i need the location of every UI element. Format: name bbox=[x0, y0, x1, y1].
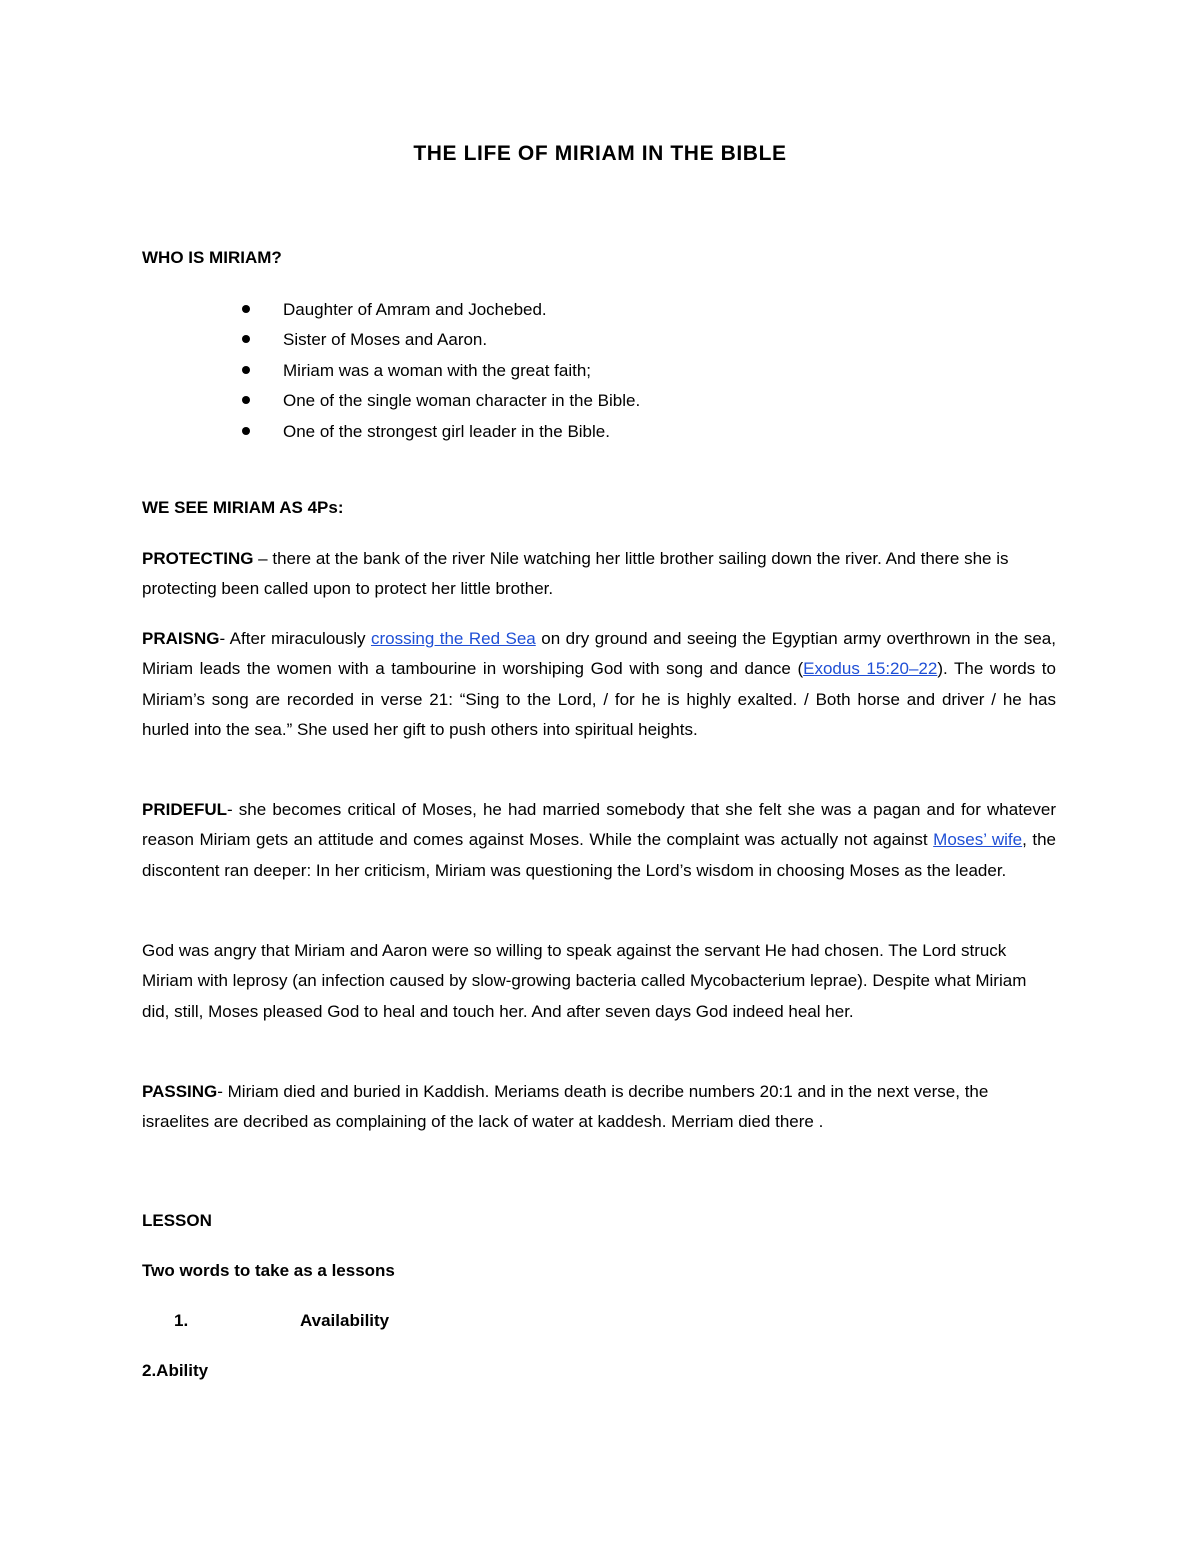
bullet-icon bbox=[242, 366, 250, 374]
lesson-item-1-text: Availability bbox=[300, 1311, 390, 1330]
lesson-heading: LESSON bbox=[142, 1211, 212, 1230]
list-item: Sister of Moses and Aaron. bbox=[242, 328, 640, 358]
exodus-link[interactable]: Exodus 15:20–22 bbox=[803, 659, 938, 679]
list-item: One of the single woman character in the Bible. bbox=[242, 389, 640, 419]
praising-paragraph: PRAISNG- After miraculously crossing the Red Sea on dry ground and seeing the Egyptian army overthrown in the sea, Miriam leads the women with a tambourine in worshiping God with song and dance (Exodus 15:20–22). The words to Miriam’s song are recorded in verse 21: “Sing to the Lord, / for he is highly exalted. / Both horse and driver / he has hurled into the sea.” She used her gift to push others into spiritual heights. bbox=[142, 629, 1056, 739]
protecting-paragraph: PROTECTING – there at the bank of the river Nile watching her little brother sailing down the river. And there she is protecting been called upon to protect her little brother. bbox=[142, 549, 1009, 599]
prideful-paragraph: PRIDEFUL- she becomes critical of Moses, he had married somebody that she felt she was a pagan and for whatever reason Miriam gets an attitude and comes against Moses. While the complaint was actually not against Moses’ wife, the discontent ran deeper: In her criticism, Miriam was questioning the Lord’s wisdom in choosing Moses as the leader. bbox=[142, 800, 1056, 880]
list-item: Daughter of Amram and Jochebed. bbox=[242, 298, 640, 328]
bullet-icon bbox=[242, 396, 250, 404]
moses-wife-link[interactable]: Moses’ wife bbox=[933, 830, 1023, 850]
who-bullet-list bbox=[242, 298, 640, 450]
crossing-red-sea-link[interactable]: crossing the Red Sea bbox=[370, 629, 536, 648]
praising-label: PRAISNG bbox=[142, 629, 220, 648]
lesson-item-1-number: 1. bbox=[174, 1311, 189, 1330]
prideful-label: PRIDEFUL bbox=[142, 800, 227, 819]
lesson-subheading: Two words to take as a lessons bbox=[142, 1261, 395, 1280]
passing-paragraph: PASSING- Miriam died and buried in Kaddish. Meriams death is decribe numbers 20:1 and in the next verse, the israelites are decribed as complaining of the lack of water at kaddesh. Merriam died there . bbox=[142, 1082, 989, 1132]
protecting-label: PROTECTING bbox=[142, 549, 254, 568]
bullet-icon bbox=[242, 427, 250, 435]
bullet-icon bbox=[242, 305, 250, 313]
who-heading: WHO IS MIRIAM? bbox=[142, 248, 282, 267]
god-angry-paragraph: God was angry that Miriam and Aaron were so willing to speak against the servant He had chosen. The Lord struck Miriam with leprosy (an infection caused by slow-growing bacteria called Mycobacterium leprae). Despite what Miriam did, still, Moses pleased God to heal and touch her. And after seven days God indeed heal her. bbox=[142, 941, 1027, 1021]
lesson-item-2: 2.Ability bbox=[142, 1361, 209, 1380]
list-item: One of the strongest girl leader in the Bible. bbox=[242, 420, 640, 450]
fourps-heading: WE SEE MIRIAM AS 4Ps: bbox=[142, 498, 344, 517]
page-title: THE LIFE OF MIRIAM IN THE BIBLE bbox=[413, 142, 787, 165]
list-item: Miriam was a woman with the great faith; bbox=[242, 359, 640, 389]
bullet-icon bbox=[242, 335, 250, 343]
passing-label: PASSING bbox=[142, 1082, 218, 1101]
